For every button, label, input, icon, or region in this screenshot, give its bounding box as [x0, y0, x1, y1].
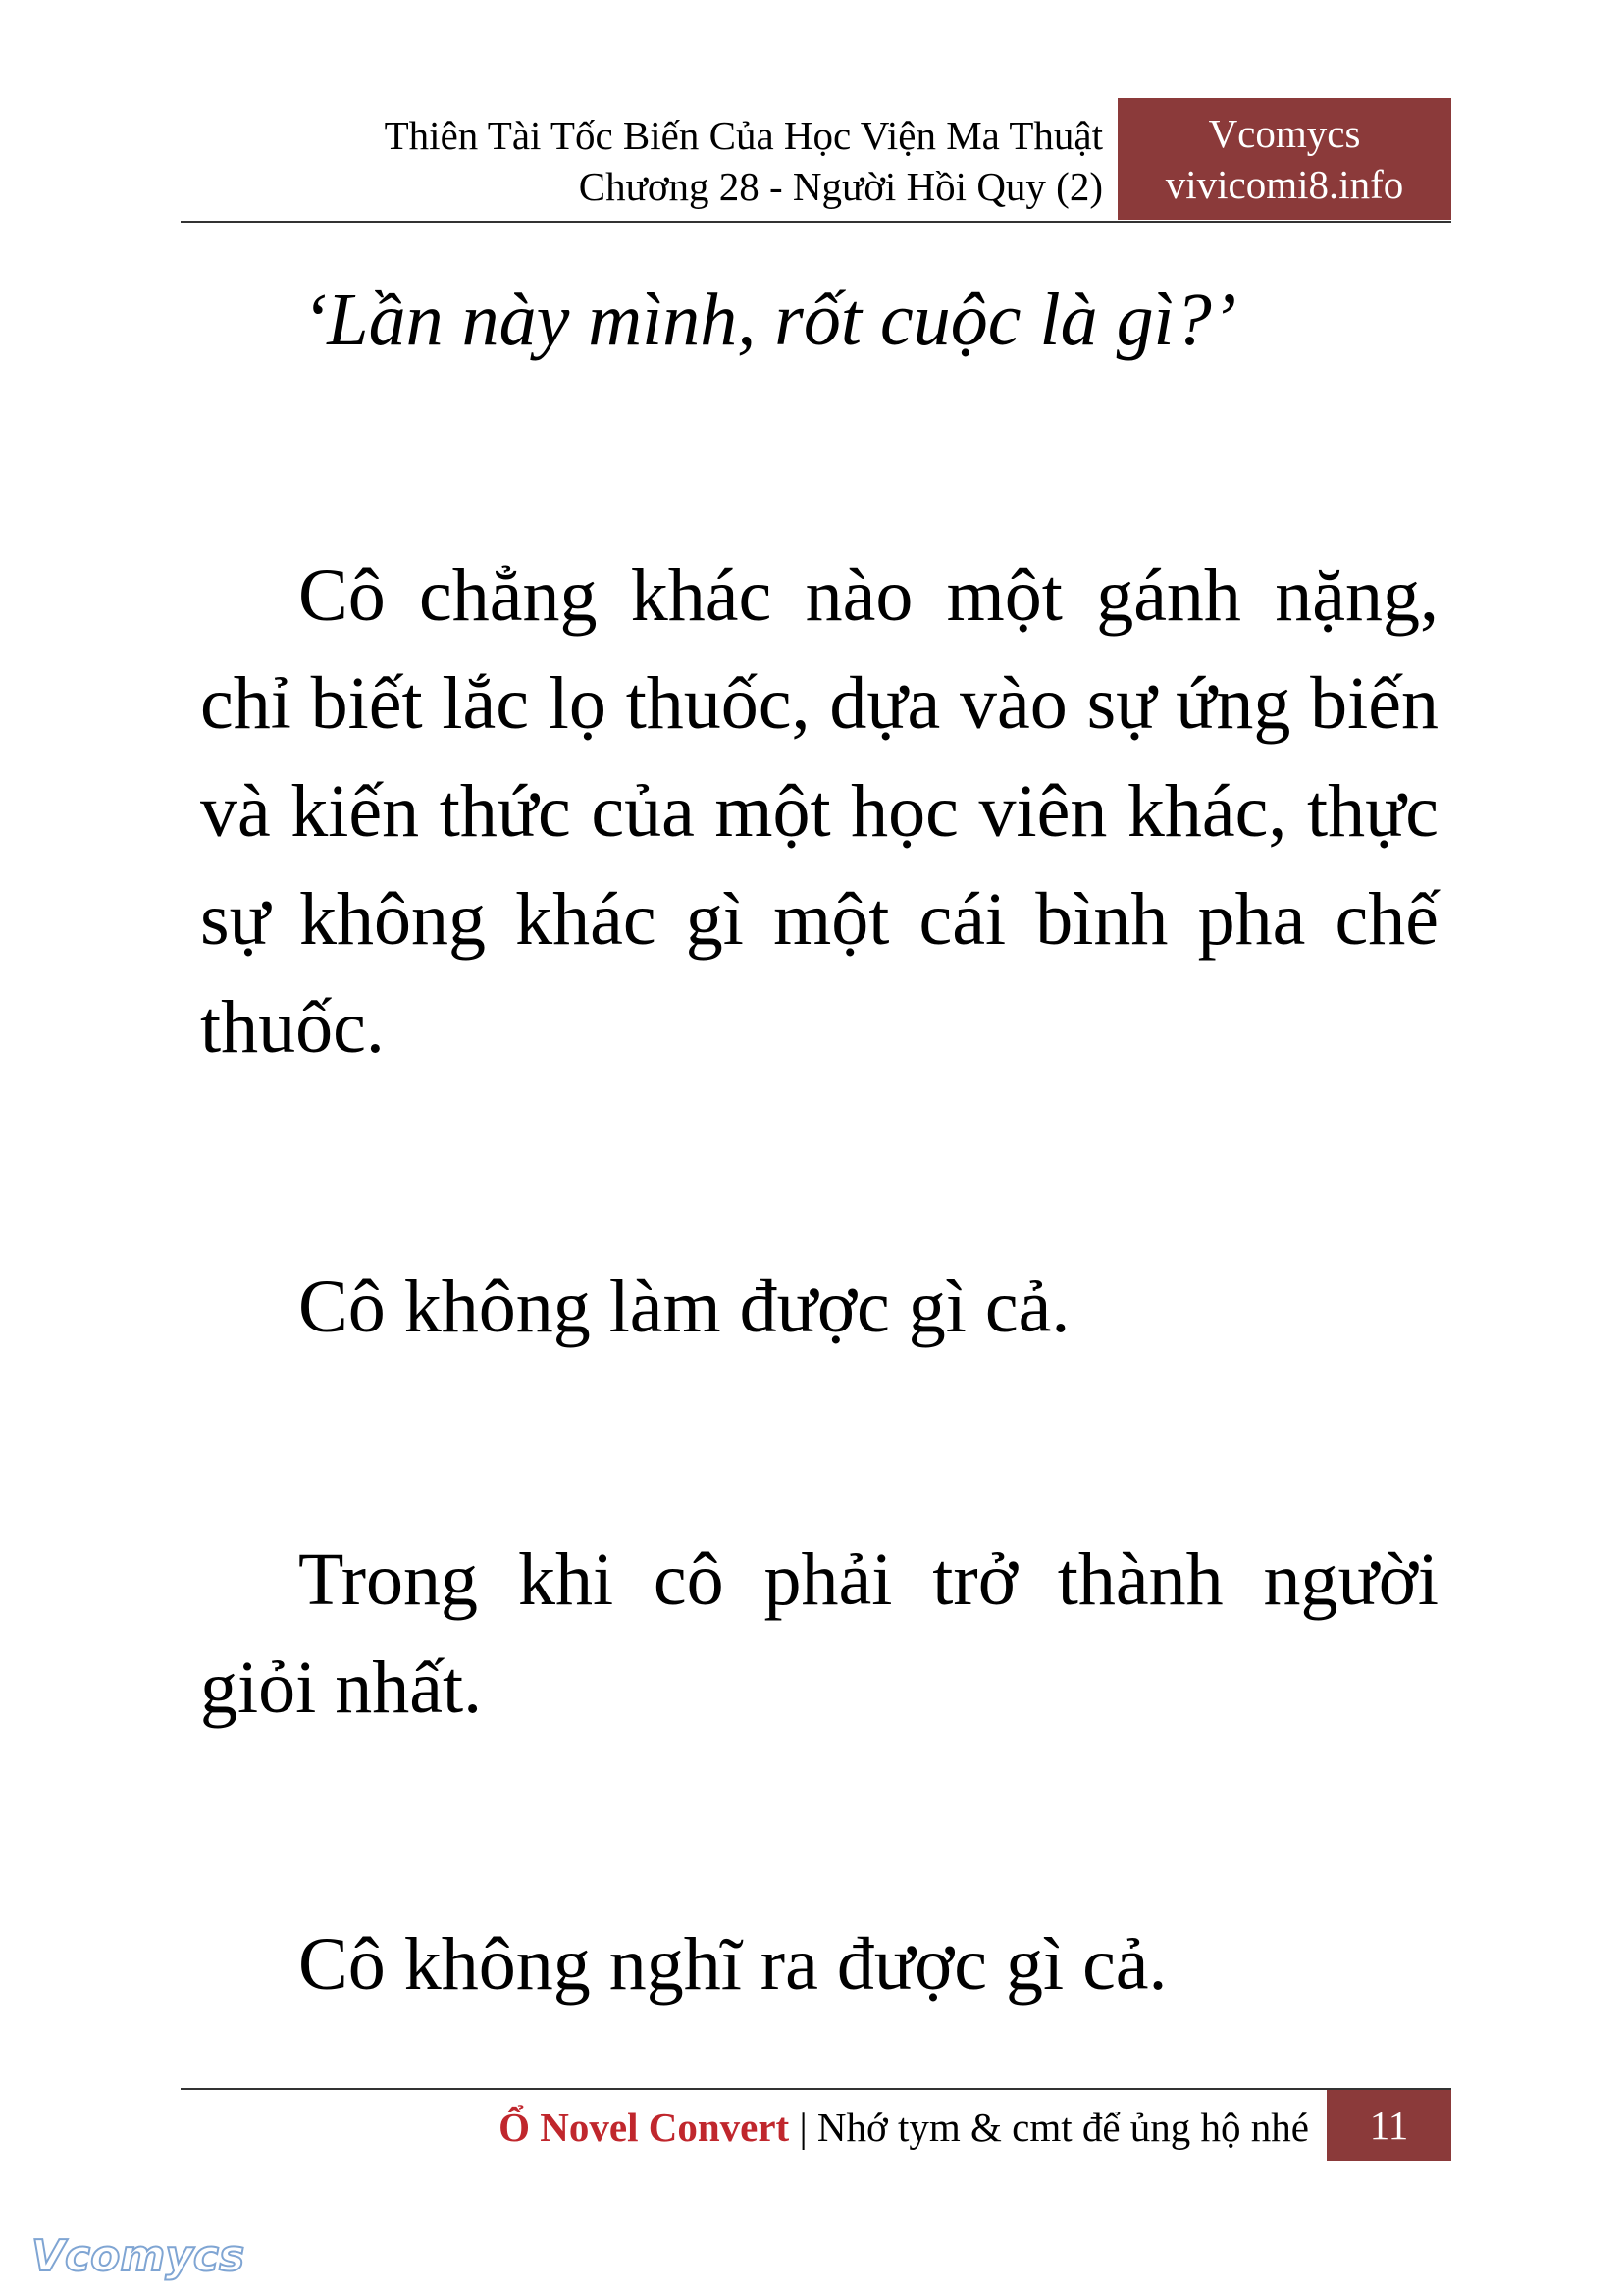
page-number: 11: [1327, 2090, 1451, 2161]
italic-thought: ‘Lần này mình, rốt cuộc là gì?’: [302, 279, 1237, 361]
site-badge: [1118, 98, 1451, 220]
footer-message: Nhớ tym & cmt để ủng hộ nhé: [816, 2105, 1309, 2150]
book-title: Thiên Tài Tốc Biến Của Học Viện Ma Thuật: [384, 113, 1103, 158]
footer-brand: Ổ Novel Convert: [498, 2105, 790, 2150]
header-text: [385, 110, 1103, 212]
paragraph-4: [200, 1910, 1439, 2018]
page-header: [181, 98, 1451, 223]
paragraph-4-text: Cô không nghĩ ra được gì cả.: [298, 1923, 1168, 2006]
footer-text: [498, 2102, 1309, 2153]
vcomycs-watermark-logo: [27, 2225, 245, 2284]
paragraph-3: [200, 1526, 1439, 1742]
watermark-text: Vcomycs: [31, 2231, 245, 2281]
paragraph-3-text: Trong khi cô phải trở thành người giỏi nhất.: [200, 1539, 1439, 1729]
footer-separator: |: [799, 2105, 808, 2150]
badge-site-name: Vcomycs: [1208, 111, 1361, 156]
paragraph-1-text: Cô chẳng khác nào một gánh nặng, chỉ biết lắc lọ thuốc, dựa vào sự ứng biến và kiến thức của một học viên khác, thực sự không khác gì một cái bình pha chế thuốc.: [200, 554, 1439, 1069]
paragraph-2-text: Cô không làm được gì cả.: [298, 1266, 1071, 1348]
paragraph-2: [200, 1253, 1439, 1361]
chapter-title: Chương 28 - Người Hồi Quy (2): [578, 164, 1103, 209]
paragraph-1: [200, 542, 1439, 1081]
badge-site-url: vivicomi8.info: [1165, 162, 1404, 207]
page-footer: [181, 2088, 1451, 2161]
